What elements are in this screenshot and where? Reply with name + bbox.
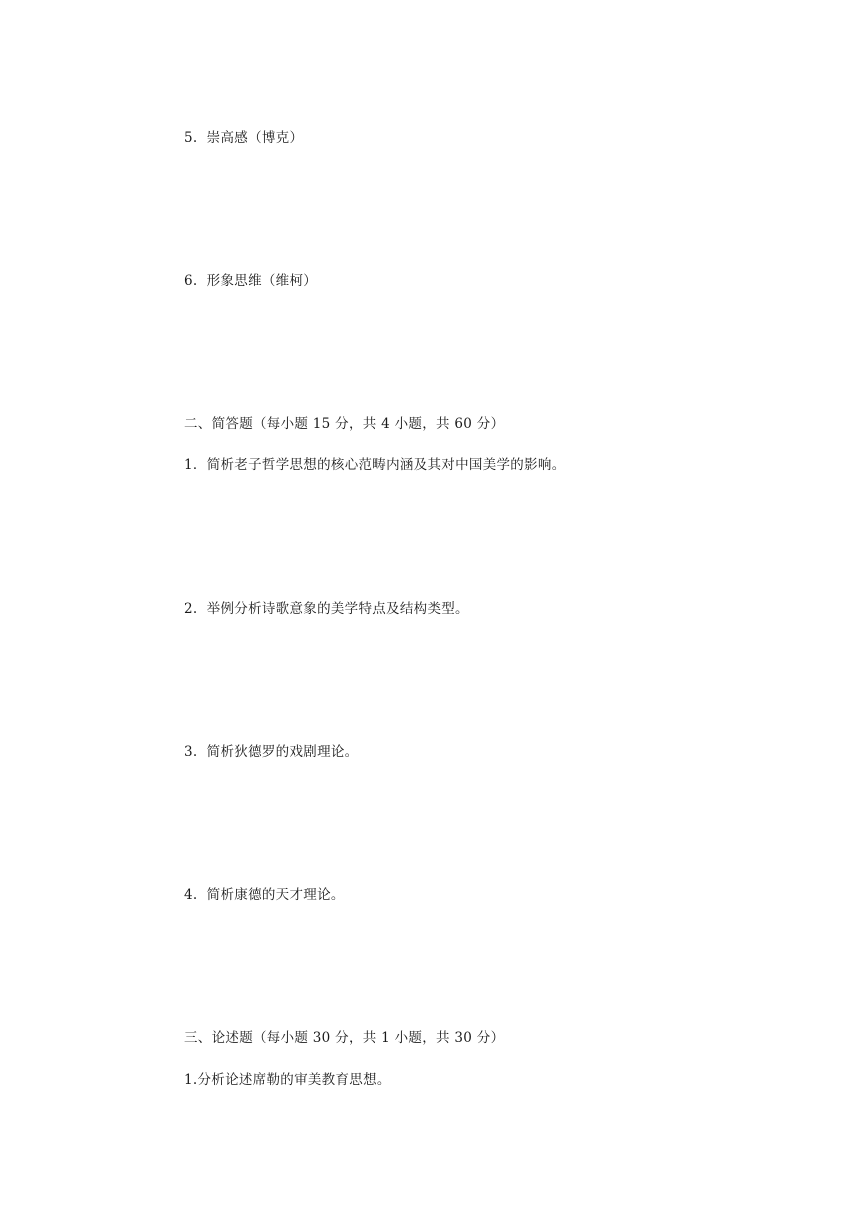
question-short-answer-1: 1．简析老子哲学思想的核心范畴内涵及其对中国美学的影响。: [184, 457, 566, 473]
question-term-6-image-thinking: 6. 形象思维（维柯）: [184, 273, 318, 289]
question-short-answer-4: 4. 简析康德的天才理论。: [184, 887, 345, 903]
question-essay-1: 1.分析论述席勒的审美教育思想。: [184, 1072, 391, 1088]
section-heading-essay: 三、论述题（每小题 30 分，共 1 小题，共 30 分）: [184, 1030, 505, 1046]
question-short-answer-3: 3. 简析狄德罗的戏剧理论。: [184, 744, 359, 760]
question-short-answer-2: 2. 举例分析诗歌意象的美学特点及结构类型。: [184, 601, 469, 617]
question-term-5-sublime: 5. 崇高感（博克）: [184, 130, 304, 146]
section-heading-short-answer: 二、简答题（每小题 15 分，共 4 小题，共 60 分）: [184, 416, 505, 432]
